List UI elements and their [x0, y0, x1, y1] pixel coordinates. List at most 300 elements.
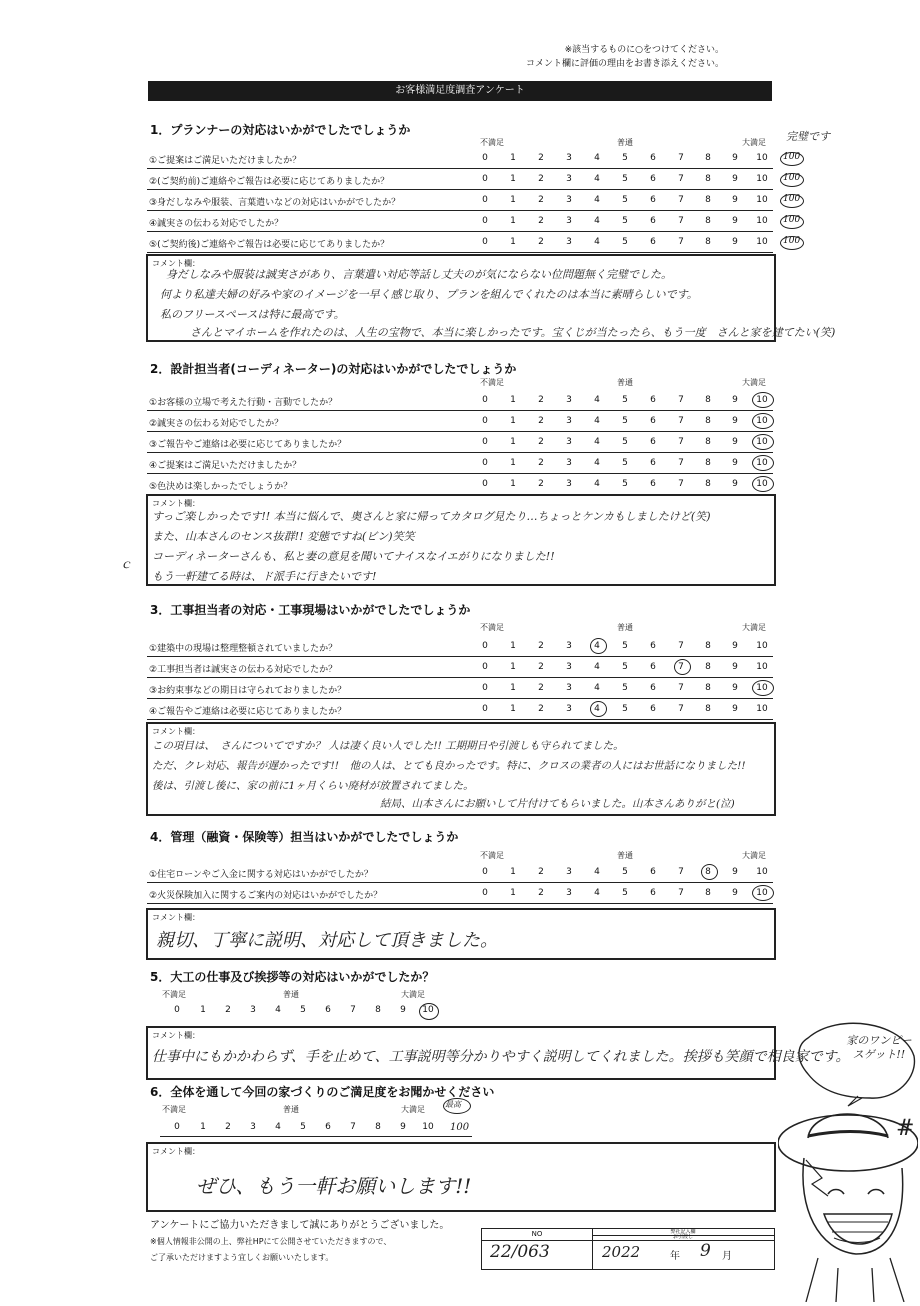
- rating-option[interactable]: 8: [705, 216, 711, 226]
- rating-option[interactable]: 10: [756, 867, 768, 877]
- rating-option[interactable]: 1: [510, 174, 516, 184]
- handwritten-score: 100: [783, 236, 801, 246]
- rating-option[interactable]: 8: [705, 867, 711, 877]
- hash-mark: #: [896, 1116, 915, 1141]
- question-text: ①ご提案はご満足いただけましたか？: [149, 156, 302, 166]
- rating-option[interactable]: 4: [594, 195, 600, 205]
- rating-option[interactable]: 6: [650, 458, 656, 468]
- rating-option[interactable]: 0: [482, 195, 488, 205]
- month-unit: 月: [722, 1251, 732, 1262]
- rating-option[interactable]: 7: [678, 662, 684, 672]
- rating-option[interactable]: 7: [678, 237, 684, 247]
- rating-option[interactable]: 3: [566, 479, 572, 489]
- question-row: [147, 211, 801, 232]
- rating-option[interactable]: 3: [566, 237, 572, 247]
- comment-label: コメント欄：: [152, 499, 200, 508]
- question-row: [147, 474, 773, 495]
- section-1-title: 1．プランナーの対応はいかがでしたでしょうか: [150, 123, 411, 137]
- rating-option[interactable]: 8: [375, 1122, 381, 1132]
- rating-option[interactable]: 6: [650, 867, 656, 877]
- rating-option[interactable]: 2: [538, 195, 544, 205]
- rating-option[interactable]: 9: [732, 479, 738, 489]
- rating-option[interactable]: 10: [756, 662, 768, 672]
- scale-low-label: 不満足: [480, 623, 504, 632]
- comment-line: 何より私達夫婦の好みや家のイメージを一早く感じ取り、プランを組んでくれたのは本当に素晴らしいです。: [160, 288, 698, 301]
- rating-option[interactable]: 0: [482, 641, 488, 651]
- rating-option[interactable]: 0: [482, 237, 488, 247]
- question-row: [147, 411, 773, 432]
- rating-option[interactable]: 2: [538, 174, 544, 184]
- rating-option[interactable]: 9: [732, 888, 738, 898]
- rating-option[interactable]: 7: [678, 458, 684, 468]
- rating-option[interactable]: 1: [510, 683, 516, 693]
- rating-option[interactable]: 10: [756, 174, 768, 184]
- rating-option[interactable]: 4: [594, 416, 600, 426]
- rating-option[interactable]: 7: [678, 195, 684, 205]
- rating-option[interactable]: 7: [678, 153, 684, 163]
- scale-mid-label: 普通: [617, 623, 633, 632]
- rating-option[interactable]: 1: [510, 237, 516, 247]
- rating-option[interactable]: 8: [705, 237, 711, 247]
- rating-option[interactable]: 8: [705, 437, 711, 447]
- rating-option[interactable]: 5: [622, 437, 628, 447]
- rating-option[interactable]: 10: [422, 1005, 434, 1015]
- rating-option[interactable]: 3: [566, 416, 572, 426]
- rating-option[interactable]: 6: [650, 153, 656, 163]
- comment-line: すっご楽しかったです!! 本当に悩んで、奥さんと家に帰ってカタログ見たり…ちょっとケンカもしましたけど(笑): [152, 510, 711, 523]
- rating-option[interactable]: 8: [705, 416, 711, 426]
- rating-option[interactable]: 7: [678, 888, 684, 898]
- month-value: 9: [700, 1241, 711, 1261]
- scale-low-label: 不満足: [480, 378, 504, 387]
- comment-line: 身だしなみや服装は誠実さがあり、言葉遣い対応等話し丈夫のが気にならない位問題無く完璧でした。: [166, 268, 672, 281]
- rating-option[interactable]: 6: [650, 195, 656, 205]
- rating-option[interactable]: 1: [510, 395, 516, 405]
- comment-line: また、山本さんのセンス抜群!! 変態ですね(ビン)笑笑: [152, 530, 415, 543]
- rating-option[interactable]: 4: [594, 153, 600, 163]
- rating-option[interactable]: 10: [756, 237, 768, 247]
- rating-option[interactable]: 1: [510, 867, 516, 877]
- rating-option[interactable]: 5: [622, 416, 628, 426]
- rating-option[interactable]: 7: [678, 867, 684, 877]
- rating-option[interactable]: 4: [275, 1122, 281, 1132]
- handwritten-score: 100: [783, 194, 801, 204]
- rating-option[interactable]: 0: [482, 174, 488, 184]
- rating-option[interactable]: 10: [422, 1122, 434, 1132]
- rating-option[interactable]: 2: [538, 437, 544, 447]
- rating-option[interactable]: 9: [732, 195, 738, 205]
- rating-option[interactable]: 7: [678, 479, 684, 489]
- question-text: ⑤色決めは楽しかったでしょうか？: [149, 482, 293, 492]
- rating-option[interactable]: 4: [594, 888, 600, 898]
- rating-option[interactable]: 1: [510, 479, 516, 489]
- rating-option[interactable]: 0: [482, 662, 488, 672]
- handwritten-score: 100: [783, 215, 801, 225]
- rating-option[interactable]: 3: [566, 195, 572, 205]
- rating-option[interactable]: 6: [650, 662, 656, 672]
- rating-option[interactable]: 5: [300, 1122, 306, 1132]
- question-row: [147, 148, 801, 169]
- question-row: [147, 636, 773, 657]
- rating-option[interactable]: 10: [756, 195, 768, 205]
- scale-underline: [160, 1136, 472, 1137]
- question-text: ④誠実さの伝わる対応でしたか？: [149, 219, 284, 229]
- no-label: NO: [482, 1229, 593, 1241]
- rating-option[interactable]: 2: [538, 662, 544, 672]
- rating-circle: [752, 885, 774, 901]
- rating-option[interactable]: 5: [622, 216, 628, 226]
- rating-option[interactable]: 2: [538, 641, 544, 651]
- rating-option[interactable]: 1: [510, 641, 516, 651]
- section-3-comment-box: [146, 722, 776, 816]
- rating-option[interactable]: 6: [650, 704, 656, 714]
- rating-option[interactable]: 6: [650, 216, 656, 226]
- rating-option[interactable]: 9: [732, 662, 738, 672]
- rating-option[interactable]: 2: [225, 1005, 231, 1015]
- scale-high-label: 大満足: [401, 1105, 425, 1114]
- question-row: [147, 883, 773, 904]
- rating-option[interactable]: 2: [538, 416, 544, 426]
- rating-option[interactable]: 5: [622, 174, 628, 184]
- rating-option[interactable]: 9: [400, 1122, 406, 1132]
- rating-option[interactable]: 6: [650, 641, 656, 651]
- rating-option[interactable]: 2: [538, 395, 544, 405]
- comment-line: コーディネーターさんも、私と妻の意見を聞いてナイスなイエがりになりました!!: [152, 550, 555, 563]
- question-row: [147, 232, 801, 253]
- section-4-comment-box: [146, 908, 776, 960]
- question-row: [147, 432, 773, 453]
- handwritten-score: 100: [783, 152, 801, 162]
- rating-option[interactable]: 3: [566, 704, 572, 714]
- rating-option[interactable]: 3: [566, 867, 572, 877]
- rating-circle: [674, 659, 691, 675]
- rating-option[interactable]: 0: [482, 683, 488, 693]
- rating-option[interactable]: 2: [538, 683, 544, 693]
- rating-option[interactable]: 5: [622, 641, 628, 651]
- rating-option[interactable]: 10: [756, 888, 768, 898]
- rating-option[interactable]: 7: [678, 704, 684, 714]
- staff-label: 弊社記入欄: [592, 1229, 774, 1236]
- scale-mid-label: 普通: [283, 1105, 299, 1114]
- rating-option[interactable]: 7: [678, 437, 684, 447]
- rating-option[interactable]: 7: [678, 641, 684, 651]
- rating-option[interactable]: 5: [622, 195, 628, 205]
- rating-option[interactable]: 8: [705, 479, 711, 489]
- rating-option[interactable]: 2: [538, 237, 544, 247]
- rating-option[interactable]: 0: [482, 153, 488, 163]
- question-text: ③身だしなみや服装、言葉遣いなどの対応はいかがでしたか？: [149, 198, 401, 208]
- question-row: [147, 169, 801, 190]
- rating-option[interactable]: 9: [732, 867, 738, 877]
- rating-option[interactable]: 2: [538, 888, 544, 898]
- rating-option[interactable]: 4: [594, 395, 600, 405]
- rating-option[interactable]: 0: [174, 1122, 180, 1132]
- scale-high-label: 大満足: [401, 990, 425, 999]
- rating-circle: [780, 194, 804, 208]
- question-row: [147, 657, 773, 678]
- rating-option[interactable]: 8: [705, 174, 711, 184]
- rating-option[interactable]: 4: [594, 458, 600, 468]
- rating-option[interactable]: 1: [510, 704, 516, 714]
- rating-option[interactable]: 7: [350, 1122, 356, 1132]
- rating-option[interactable]: 6: [650, 479, 656, 489]
- rating-option[interactable]: 0: [482, 437, 488, 447]
- comment-line: 仕事中にもかかわらず、手を止めて、工事説明等分かりやすく説明してくれました。挨拶も笑顔で相良家です。: [152, 1049, 850, 1065]
- rating-option[interactable]: 5: [300, 1005, 306, 1015]
- rating-option[interactable]: 9: [732, 458, 738, 468]
- rating-option[interactable]: 0: [482, 888, 488, 898]
- rating-option[interactable]: 4: [594, 641, 600, 651]
- rating-option[interactable]: 8: [705, 153, 711, 163]
- cartoon-doodle: [778, 1018, 918, 1302]
- rating-option[interactable]: 7: [678, 174, 684, 184]
- rating-option[interactable]: 1: [510, 416, 516, 426]
- stray-mark: ｃ: [120, 557, 133, 571]
- comment-line: この項目は、 さんについてですか？ 人は凄く良い人でした!! 工期期日や引渡しも守られてました。: [152, 740, 624, 752]
- question-text: ②火災保険加入に関するご案内の対応はいかがでしたか？: [149, 891, 383, 901]
- rating-option[interactable]: 5: [622, 153, 628, 163]
- question-text: ②工事担当者は誠実さの伝わる対応でしたか？: [149, 665, 338, 675]
- rating-option[interactable]: 10: [756, 437, 768, 447]
- rating-option[interactable]: 0: [482, 479, 488, 489]
- rating-option[interactable]: 5: [622, 683, 628, 693]
- rating-option[interactable]: 10: [756, 683, 768, 693]
- rating-option[interactable]: 1: [510, 662, 516, 672]
- rating-option[interactable]: 10: [756, 641, 768, 651]
- no-value: 22/063: [490, 1242, 550, 1262]
- rating-option[interactable]: 5: [622, 237, 628, 247]
- rating-circle: [752, 680, 774, 696]
- rating-option[interactable]: 1: [510, 195, 516, 205]
- rating-option[interactable]: 5: [622, 704, 628, 714]
- comment-line: もう一軒建てる時は、ド派手に行きたいです!: [152, 570, 377, 583]
- rating-option[interactable]: 3: [566, 216, 572, 226]
- rating-option[interactable]: 3: [566, 662, 572, 672]
- rating-option[interactable]: 9: [732, 704, 738, 714]
- rating-option[interactable]: 7: [678, 683, 684, 693]
- comment-line: 私のフリースペースは特に最高です。: [160, 308, 345, 321]
- scale-high-label: 大満足: [742, 623, 766, 632]
- scale-high-label: 大満足: [742, 851, 766, 860]
- rating-option[interactable]: 3: [566, 458, 572, 468]
- rating-option[interactable]: 4: [594, 479, 600, 489]
- comment-label: コメント欄：: [152, 727, 200, 736]
- question-text: ④ご報告やご連絡は必要に応じてありましたか？: [149, 707, 347, 717]
- rating-option[interactable]: 8: [705, 704, 711, 714]
- scale-mid-label: 普通: [617, 138, 633, 147]
- section-3-title: 3．工事担当者の対応・工事現場はいかがでしたでしょうか: [150, 603, 471, 617]
- section-6-title: 6．全体を通して今回の家づくりのご満足度をお聞かせください: [150, 1085, 495, 1099]
- rating-option[interactable]: 4: [594, 704, 600, 714]
- rating-option[interactable]: 6: [650, 237, 656, 247]
- rating-option[interactable]: 6: [650, 683, 656, 693]
- divider: [592, 1240, 593, 1270]
- rating-option[interactable]: 9: [400, 1005, 406, 1015]
- rating-circle: [752, 455, 774, 471]
- rating-option[interactable]: 8: [375, 1005, 381, 1015]
- rating-option[interactable]: 0: [482, 216, 488, 226]
- rating-option[interactable]: 1: [200, 1005, 206, 1015]
- rating-option[interactable]: 3: [566, 174, 572, 184]
- comment-label: コメント欄：: [152, 1031, 200, 1040]
- rating-option[interactable]: 1: [200, 1122, 206, 1132]
- rating-option[interactable]: 7: [678, 216, 684, 226]
- rating-option[interactable]: 3: [566, 395, 572, 405]
- handwritten-score: 100: [783, 173, 801, 183]
- survey-banner: お客様満足度調査アンケート: [148, 81, 772, 101]
- rating-circle: [419, 1003, 439, 1020]
- question-row: [147, 190, 801, 211]
- rating-option[interactable]: 10: [756, 458, 768, 468]
- rating-option[interactable]: 1: [510, 458, 516, 468]
- rating-option[interactable]: 5: [622, 888, 628, 898]
- rating-option[interactable]: 8: [705, 683, 711, 693]
- comment-line: ただ、クレ対応、報告が遅かったです!! 他の人は、とても良かったです。特に、クロスの業者の人にはお世話になりました!!: [152, 760, 746, 772]
- rating-option[interactable]: 4: [594, 237, 600, 247]
- speech-bubble-text: 家のワンピースゲット!!: [846, 1034, 912, 1061]
- rating-option[interactable]: 9: [732, 237, 738, 247]
- comment-line: 結局、山本さんにお願いして片付けてもらいました。山本さんありがと(泣): [380, 798, 735, 810]
- rating-option[interactable]: 8: [705, 641, 711, 651]
- rating-option[interactable]: 3: [566, 437, 572, 447]
- question-row: [147, 453, 773, 474]
- scale-low-label: 不満足: [162, 990, 186, 999]
- rating-option[interactable]: 6: [650, 395, 656, 405]
- instruction-note-2: コメント欄に評価の理由をお書き添えください。: [525, 59, 724, 69]
- rating-option[interactable]: 9: [732, 174, 738, 184]
- rating-option[interactable]: 0: [482, 867, 488, 877]
- rating-circle: [701, 864, 718, 880]
- scale-low-label: 不満足: [480, 138, 504, 147]
- rating-option[interactable]: 4: [275, 1005, 281, 1015]
- rating-option[interactable]: 2: [225, 1122, 231, 1132]
- comment-line: 後は、引渡し後に、家の前に1ヶ月くらい廃材が放置されてました。: [152, 780, 474, 792]
- rating-option[interactable]: 3: [566, 888, 572, 898]
- rating-option[interactable]: 6: [325, 1005, 331, 1015]
- rating-option[interactable]: 3: [566, 683, 572, 693]
- rating-option[interactable]: 1: [510, 437, 516, 447]
- rating-option[interactable]: 10: [756, 416, 768, 426]
- privacy-note-2: ご了承いただけますよう宜しくお願いいたします。: [150, 1253, 334, 1262]
- question-text: ③お約束事などの期日は守られておりましたか？: [149, 686, 347, 696]
- privacy-note: ※個人情報非公開の上、弊社HPにて公開させていただきますので、: [150, 1237, 392, 1246]
- rating-option[interactable]: 1: [510, 216, 516, 226]
- rating-option[interactable]: 5: [622, 662, 628, 672]
- year-value: 2022: [602, 1243, 641, 1261]
- comment-label: コメント欄：: [152, 913, 200, 922]
- scale-high-label: 大満足: [742, 378, 766, 387]
- rating-option[interactable]: 10: [756, 216, 768, 226]
- rating-option[interactable]: 1: [510, 153, 516, 163]
- rating-option[interactable]: 4: [594, 662, 600, 672]
- rating-option[interactable]: 4: [594, 683, 600, 693]
- rating-option[interactable]: 7: [678, 416, 684, 426]
- rating-option[interactable]: 0: [482, 395, 488, 405]
- rating-option[interactable]: 2: [538, 704, 544, 714]
- rating-option[interactable]: 5: [622, 395, 628, 405]
- question-row: [147, 862, 773, 883]
- rating-option[interactable]: 1: [510, 888, 516, 898]
- rating-option[interactable]: 2: [538, 867, 544, 877]
- question-row: [147, 390, 773, 411]
- rating-option[interactable]: 3: [250, 1005, 256, 1015]
- rating-option[interactable]: 5: [622, 479, 628, 489]
- rating-option[interactable]: 0: [482, 416, 488, 426]
- scale-mid-label: 普通: [617, 378, 633, 387]
- rating-option[interactable]: 9: [732, 683, 738, 693]
- question-row: [147, 699, 773, 720]
- rating-option[interactable]: 0: [174, 1005, 180, 1015]
- rating-option[interactable]: 10: [756, 395, 768, 405]
- scale-mid-label: 普通: [617, 851, 633, 860]
- rating-option[interactable]: 6: [650, 416, 656, 426]
- rating-option[interactable]: 4: [594, 437, 600, 447]
- rating-option[interactable]: 10: [756, 479, 768, 489]
- rating-option[interactable]: 6: [650, 888, 656, 898]
- rating-circle: [780, 215, 804, 229]
- delivery-label: お引渡し: [592, 1235, 774, 1241]
- rating-option[interactable]: 8: [705, 662, 711, 672]
- rating-option[interactable]: 7: [678, 395, 684, 405]
- scale-high-label: 大満足: [742, 138, 766, 147]
- rating-option[interactable]: 3: [250, 1122, 256, 1132]
- rating-option[interactable]: 9: [732, 395, 738, 405]
- scale-low-label: 不満足: [162, 1105, 186, 1114]
- section-6-mark: 100: [450, 1122, 470, 1133]
- rating-option[interactable]: 8: [705, 888, 711, 898]
- rating-option[interactable]: 10: [756, 704, 768, 714]
- question-text: ①住宅ローンやご入金に関する対応はいかがでしたか？: [149, 870, 373, 880]
- rating-option[interactable]: 5: [622, 867, 628, 877]
- rating-option[interactable]: 4: [594, 867, 600, 877]
- rating-option[interactable]: 0: [482, 458, 488, 468]
- question-text: ③ご報告やご連絡は必要に応じてありましたか？: [149, 440, 347, 450]
- rating-option[interactable]: 6: [325, 1122, 331, 1132]
- section-1-extra-note: 完璧です: [786, 130, 830, 143]
- rating-option[interactable]: 6: [650, 437, 656, 447]
- rating-option[interactable]: 8: [705, 395, 711, 405]
- office-use-box: [481, 1228, 775, 1270]
- rating-option[interactable]: 4: [594, 216, 600, 226]
- instruction-note: ※該当するものに○をつけてください。: [564, 45, 724, 55]
- rating-option[interactable]: 2: [538, 479, 544, 489]
- scale-low-label: 不満足: [480, 851, 504, 860]
- rating-option[interactable]: 9: [732, 216, 738, 226]
- comment-line: ぜひ、もう一軒お願いします!!: [196, 1174, 472, 1198]
- rating-option[interactable]: 4: [594, 174, 600, 184]
- scale-mid-label: 普通: [283, 990, 299, 999]
- rating-option[interactable]: 5: [622, 458, 628, 468]
- section-5-comment-box: [146, 1026, 850, 1080]
- rating-option[interactable]: 8: [705, 458, 711, 468]
- rating-option[interactable]: 8: [705, 195, 711, 205]
- rating-option[interactable]: 2: [538, 153, 544, 163]
- rating-option[interactable]: 10: [756, 153, 768, 163]
- rating-option[interactable]: 2: [538, 458, 544, 468]
- rating-option[interactable]: 0: [482, 704, 488, 714]
- rating-option[interactable]: 2: [538, 216, 544, 226]
- rating-option[interactable]: 6: [650, 174, 656, 184]
- rating-option[interactable]: 9: [732, 641, 738, 651]
- question-text: ②誠実さの伝わる対応でしたか？: [149, 419, 284, 429]
- rating-option[interactable]: 9: [732, 437, 738, 447]
- rating-option[interactable]: 3: [566, 641, 572, 651]
- rating-option[interactable]: 9: [732, 416, 738, 426]
- rating-option[interactable]: 3: [566, 153, 572, 163]
- rating-option[interactable]: 9: [732, 153, 738, 163]
- rating-option[interactable]: 7: [350, 1005, 356, 1015]
- question-text: ①お客様の立場で考えた行動・言動でしたか？: [149, 398, 338, 408]
